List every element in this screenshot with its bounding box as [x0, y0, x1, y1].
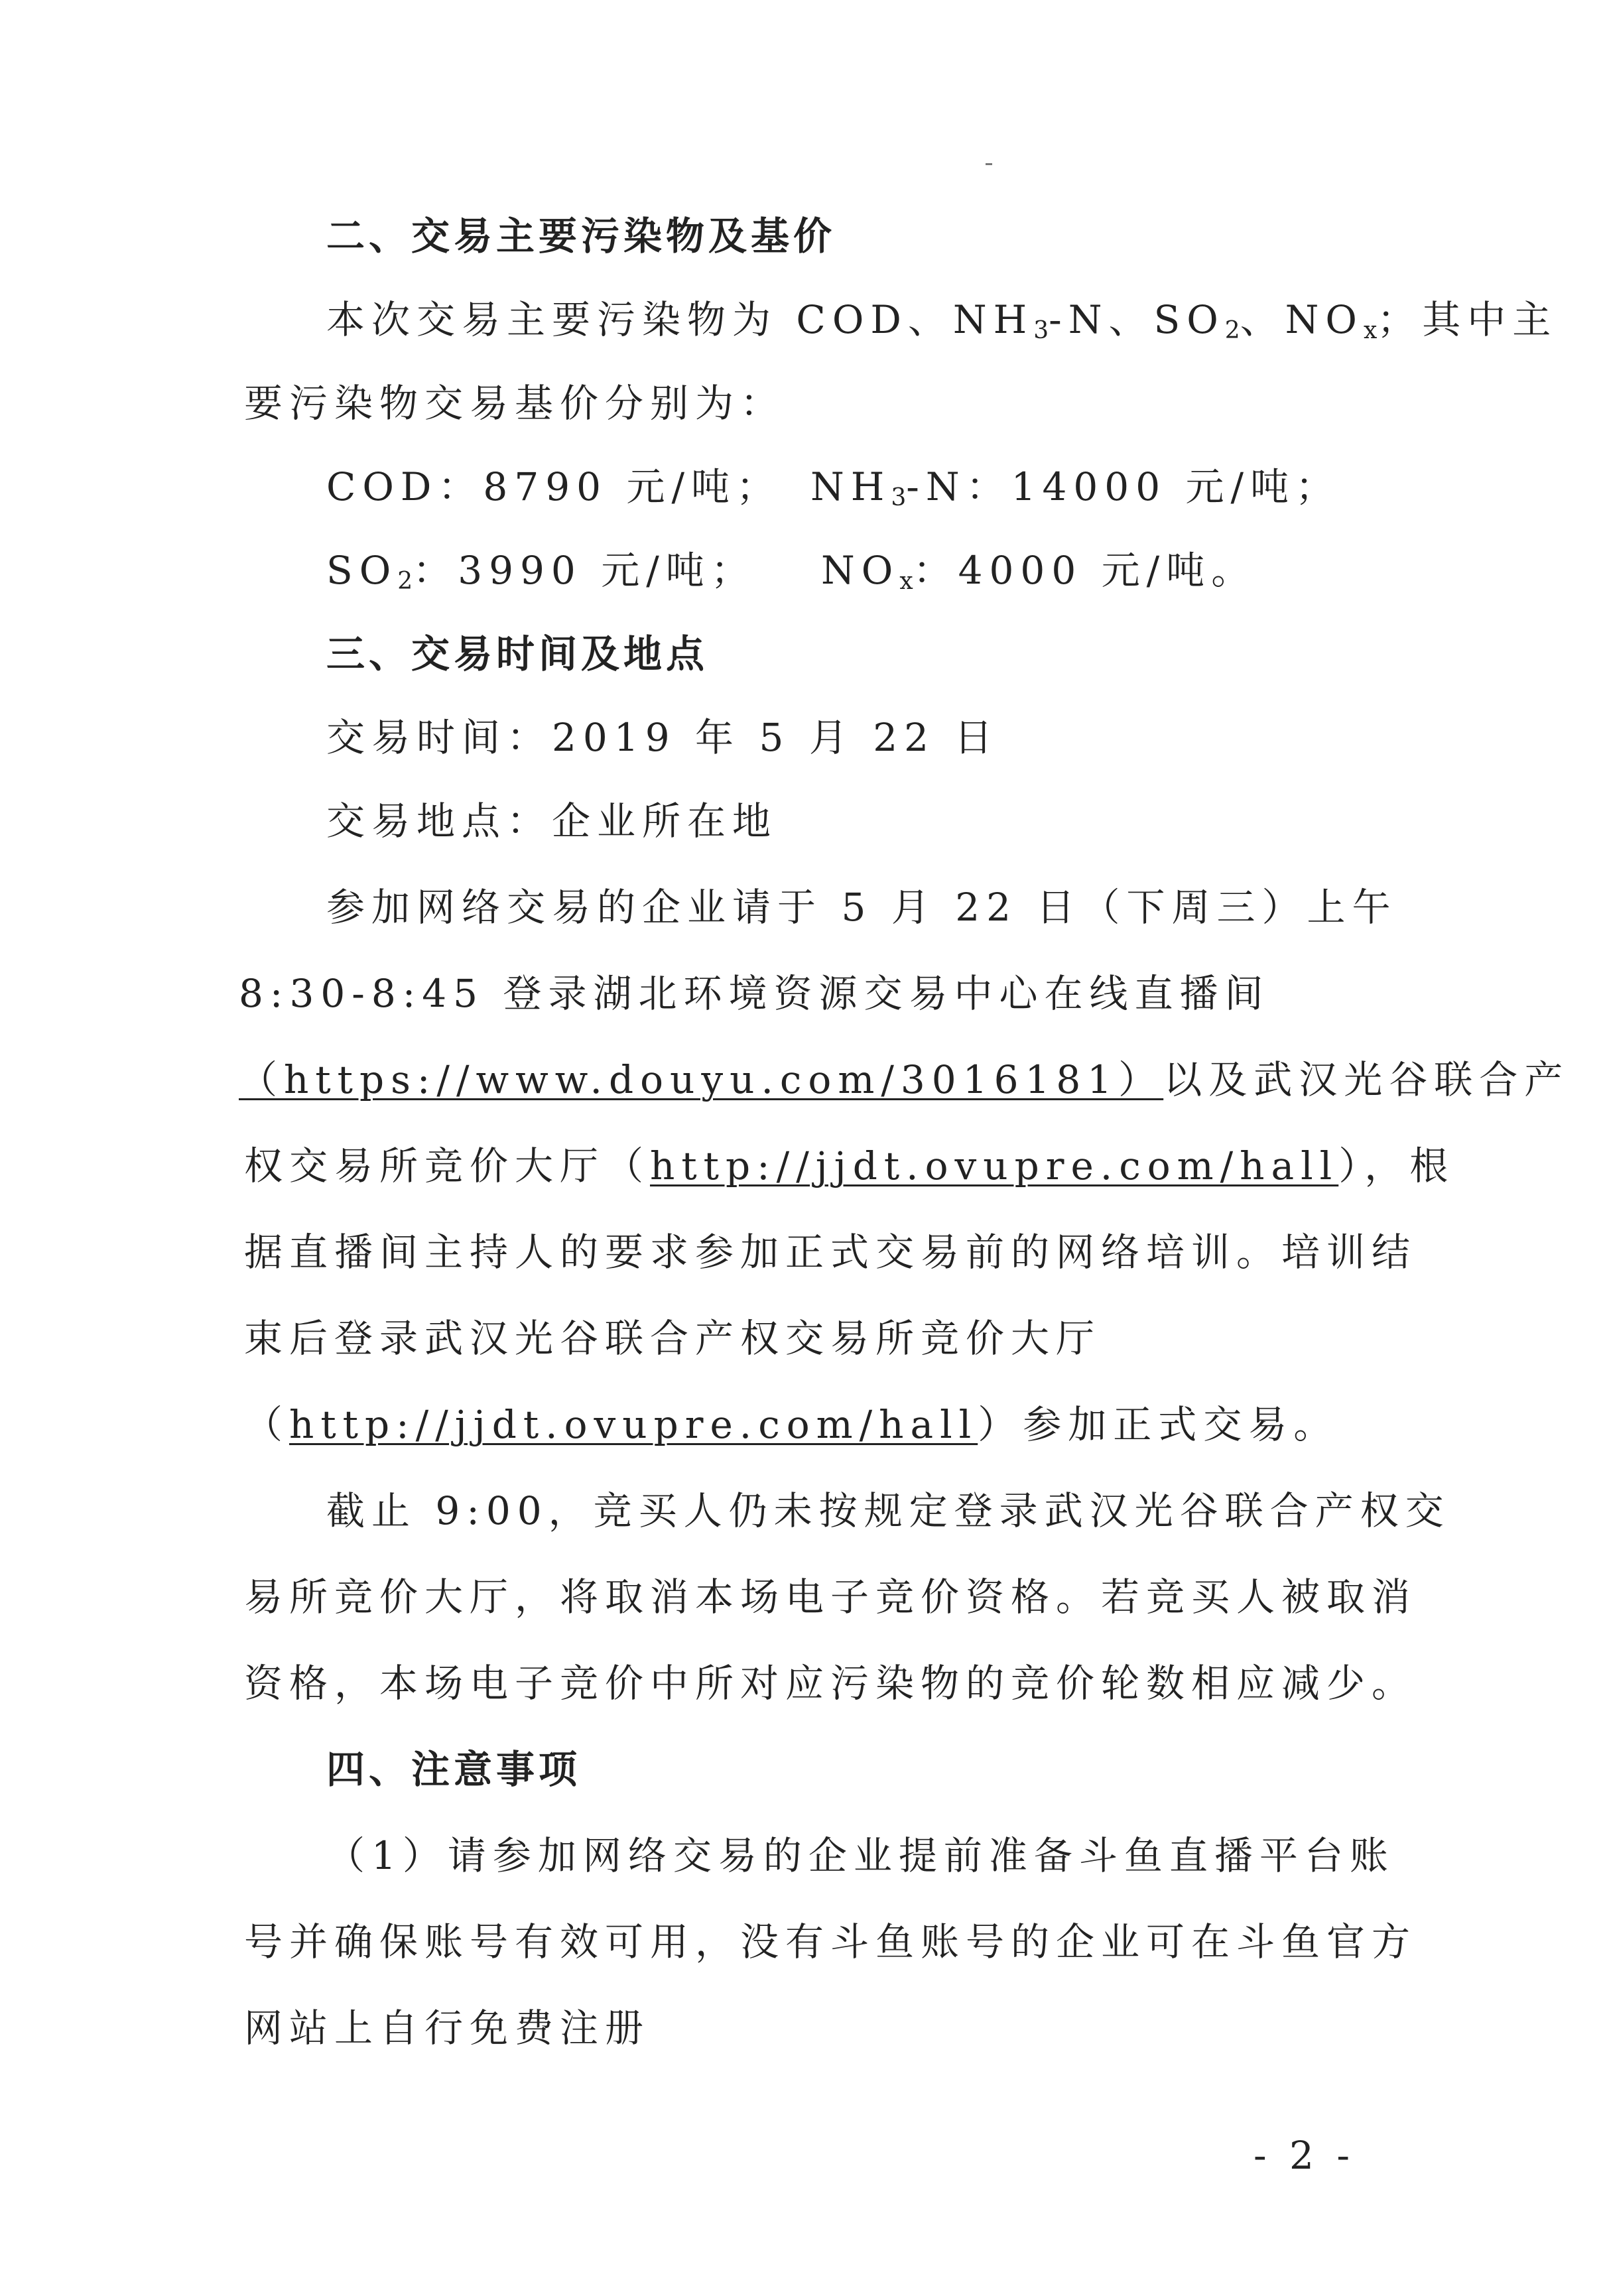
- section-4-heading: 四、注意事项: [326, 1747, 582, 1792]
- section-3-para-2-line-1: 截止 9:00，竞买人仍未按规定登录武汉光谷联合产权交: [326, 1488, 1450, 1533]
- scan-mark: [986, 163, 992, 165]
- hall-link-2[interactable]: http://jjdt.ovupre.com/hall: [289, 1402, 978, 1447]
- section-2-intro-line-2: 要污染物交易基价分别为：: [244, 381, 786, 426]
- section-4-para-1-line-1: （1）请参加网络交易的企业提前准备斗鱼直播平台账: [326, 1833, 1395, 1878]
- hall-link-1[interactable]: http://jjdt.ovupre.com/hall: [650, 1143, 1339, 1188]
- price-cod: COD：8790 元/吨；: [326, 464, 782, 509]
- section-3-para-1-line-5: 据直播间主持人的要求参加正式交易前的网络培训。培训结: [244, 1230, 1417, 1275]
- section-2-heading: 二、交易主要污染物及基价: [326, 214, 836, 259]
- douyu-link[interactable]: （https://www.douyu.com/3016181）: [239, 1057, 1164, 1102]
- section-3-para-2-line-2: 易所竞价大厅，将取消本场电子竞价资格。若竞买人被取消: [244, 1574, 1417, 1620]
- trade-place: 交易地点：企业所在地: [326, 798, 778, 844]
- page-number: - 2 -: [1253, 2133, 1355, 2178]
- section-3-para-1-line-3: （https://www.douyu.com/3016181）以及武汉光谷联合产: [239, 1057, 1570, 1102]
- section-3-para-1-line-7: （http://jjdt.ovupre.com/hall）参加正式交易。: [244, 1402, 1339, 1447]
- section-2-intro-line-1: 本次交易主要污染物为 COD、$NH_3-N$、$SO_2$、$NO_x$；其中主: [326, 297, 1558, 344]
- section-4-para-1-line-3: 网站上自行免费注册: [244, 2006, 651, 2051]
- section-3-para-1-line-1: 参加网络交易的企业请于 5 月 22 日（下周三）上午: [326, 885, 1397, 930]
- section-3-para-2-line-3: 资格，本场电子竞价中所对应污染物的竞价轮数相应减少。: [244, 1661, 1417, 1706]
- section-4-para-1-line-2: 号并确保账号有效可用，没有斗鱼账号的企业可在斗鱼官方: [244, 1919, 1417, 1964]
- price-nox: $NO_x$：4000 元/吨。: [821, 548, 1257, 595]
- price-so2: $SO_2$：3990 元/吨；: [326, 548, 756, 595]
- section-3-para-1-line-6: 束后登录武汉光谷联合产权交易所竞价大厅: [244, 1316, 1102, 1361]
- price-nh3n: $NH_3-N$：14000 元/吨；: [810, 464, 1341, 511]
- section-3-para-1-line-2: 8:30-8:45 登录湖北环境资源交易中心在线直播间: [239, 971, 1270, 1016]
- section-3-heading: 三、交易时间及地点: [326, 631, 709, 676]
- section-3-para-1-line-4: 权交易所竞价大厅（http://jjdt.ovupre.com/hall），根: [244, 1143, 1455, 1188]
- trade-time: 交易时间：2019 年 5 月 22 日: [326, 715, 999, 760]
